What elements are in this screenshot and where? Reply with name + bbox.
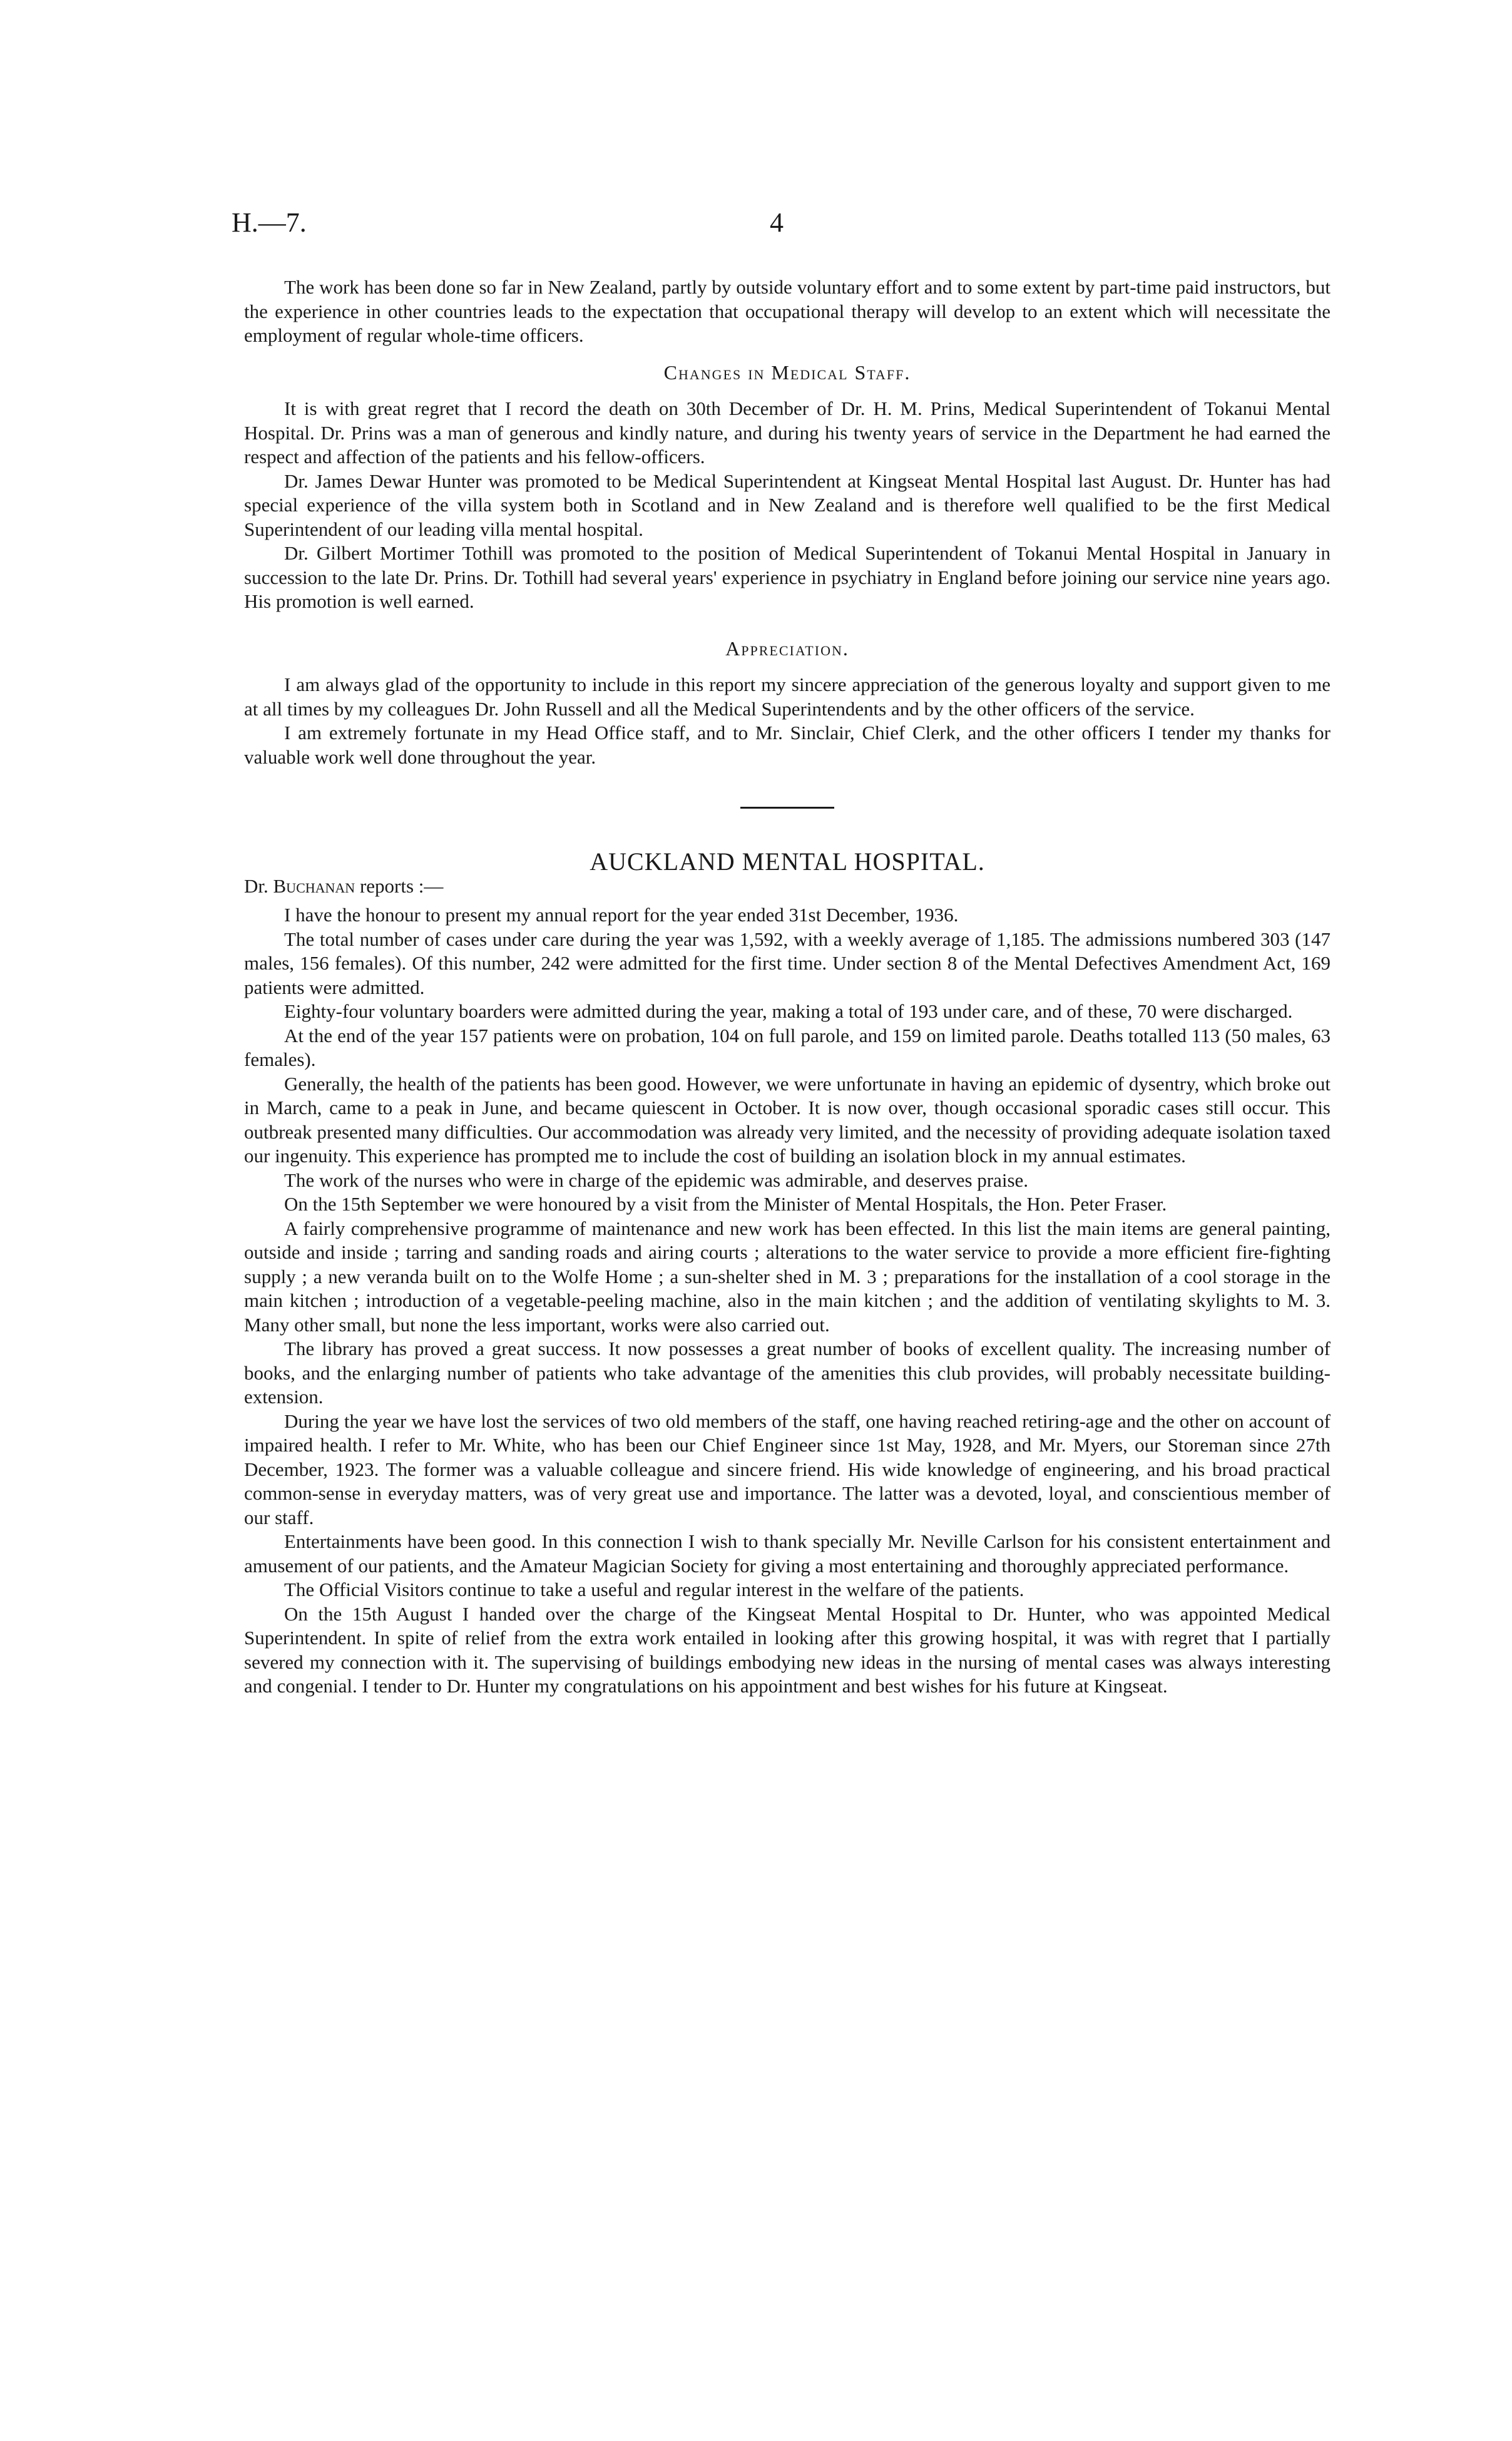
paragraph: The work of the nurses who were in charge of the epidemic was admirable, and deserves praise.	[284, 1169, 1029, 1191]
paragraph: Entertainments have been good. In this connection I wish to thank specially Mr. Neville Carlson for his consistent entertainment and amusement of our patients, and the Amateur Magician Society for giving a most entertaining and thoroughly appreciated performance.	[244, 1530, 1331, 1577]
page-number: 4	[770, 207, 784, 238]
paragraph: At the end of the year 157 patients were on probation, 104 on full parole, and 159 on limited parole. Deaths totalled 113 (50 males, 63 females).	[244, 1024, 1331, 1070]
changes-heading: Changes in Medical Staff.	[663, 361, 911, 384]
reporter-suffix: reports :—	[355, 874, 444, 897]
paragraph: Eighty-four voluntary boarders were admitted during the year, making a total of 193 under care, and of these, 70 were discharged.	[284, 1000, 1293, 1022]
paragraph: The total number of cases under care during the year was 1,592, with a weekly average of 1,185. The admissions numbered 303 (147 males, 156 females). Of this number, 242 were admitted for the first time. Under section 8 of the Mental Defectives Amendment Act, 169 patients were admitted.	[244, 928, 1331, 998]
paragraph: During the year we have lost the services of two old members of the staff, one having reached retiring-age and the other on account of impaired health. I refer to Mr. White, who has been our Chief Engineer since 1st May, 1928, and Mr. Myers, our Storeman since 27th December, 1923. The former was a valuable colleague and sincere friend. His wide knowledge of engineering, and his broad practical common-sense in everyday matters, was of very great use and importance. The latter was a devoted, loyal, and conscientious member of our staff.	[244, 1410, 1331, 1528]
section-divider	[740, 807, 834, 809]
paragraph: On the 15th August I handed over the charge of the Kingseat Mental Hospital to Dr. Hunter, who was appointed Medical Superintendent. In spite of relief from the extra work entailed in looking after this growing hospital, it was with regret that I partially severed my connection with it. The supervising of buildings embodying new ideas in the nursing of mental cases was always interesting and congenial. I tender to Dr. Hunter my congratulations on his appointment and best wishes for his future at Kingseat.	[244, 1602, 1331, 1697]
paragraph: It is with great regret that I record the death on 30th December of Dr. H. M. Prins, Medical Superintendent of Tokanui Mental Hospital. Dr. Prins was a man of generous and kindly nature, and during his twenty years of service in the Department he had earned the respect and affection of the patients and his fellow-officers.	[244, 397, 1331, 468]
reporter-prefix: Dr.	[244, 874, 273, 897]
paragraph: Generally, the health of the patients has been good. However, we were unfortunate in having an epidemic of dysentry, which broke out in March, came to a peak in June, and became quiescent in October. It is now over, though occasional sporadic cases still occur. This outbreak presented many difficulties. Our accommodation was already very limited, and the necessity of providing adequate isolation taxed our ingenuity. This experience has prompted me to include the cost of building an isolation block in my annual estimates.	[244, 1072, 1331, 1167]
reporter-name: Buchanan	[273, 874, 355, 897]
paragraph: The library has proved a great success. It now possesses a great number of books of excellent quality. The increasing number of books, and the enlarging number of patients who take advantage of the amenities this club provides, will probably necessitate building-extension.	[244, 1338, 1331, 1408]
paragraph: On the 15th September we were honoured by a visit from the Minister of Mental Hospitals, the Hon. Peter Fraser.	[284, 1193, 1167, 1215]
paragraph: I have the honour to present my annual report for the year ended 31st December, 1936.	[284, 904, 959, 926]
intro-paragraph: The work has been done so far in New Zealand, partly by outside voluntary effort and to some extent by part-time paid instructors, but the experience in other countries leads to the expectation that occupational therapy will develop to an extent which will necessitate the employment of regular whole-time officers.	[244, 276, 1331, 346]
paragraph: Dr. James Dewar Hunter was promoted to be Medical Superintendent at Kingseat Mental Hospital last August. Dr. Hunter has had special experience of the villa system both in Scotland and in New Zealand and is therefore well qualified to be the first Medical Superintendent of our leading villa mental hospital.	[244, 469, 1331, 540]
page-body	[244, 275, 1331, 1699]
appreciation-heading: Appreciation.	[725, 637, 849, 660]
paragraph: I am extremely fortunate in my Head Office staff, and to Mr. Sinclair, Chief Clerk, and the other officers I tender my thanks for valuable work well done throughout the year.	[244, 722, 1331, 768]
auckland-title: AUCKLAND MENTAL HOSPITAL.	[590, 847, 985, 876]
document-code: H.—7.	[232, 207, 307, 238]
paragraph: A fairly comprehensive programme of maintenance and new work has been effected. In this list the main items are general painting, outside and inside ; tarring and sanding roads and airing courts ; alterations to the water service to provide a more efficient fire-fighting supply ; a new veranda built on to the Wolfe Home ; a sun-shelter shed in M. 3 ; preparations for the installation of a cool storage in the main kitchen ; introduction of a vegetable-peeling machine, also in the main kitchen ; and the addition of ventilating skylights to M. 3. Many other small, but none the less important, works were also carried out.	[244, 1217, 1331, 1336]
paragraph: The Official Visitors continue to take a useful and regular interest in the welfare of the patients.	[284, 1579, 1024, 1600]
paragraph: I am always glad of the opportunity to include in this report my sincere appreciation of the generous loyalty and support given to me at all times by my colleagues Dr. John Russell and all the Medical Superintendents and by the other officers of the service.	[244, 673, 1331, 720]
page-header	[232, 207, 1331, 250]
paragraph: Dr. Gilbert Mortimer Tothill was promoted to the position of Medical Superintendent of Tokanui Mental Hospital in January in succession to the late Dr. Prins. Dr. Tothill had several years' experience in psychiatry in England before joining our service nine years ago. His promotion is well earned.	[244, 542, 1331, 612]
reporter-line	[244, 874, 1331, 899]
